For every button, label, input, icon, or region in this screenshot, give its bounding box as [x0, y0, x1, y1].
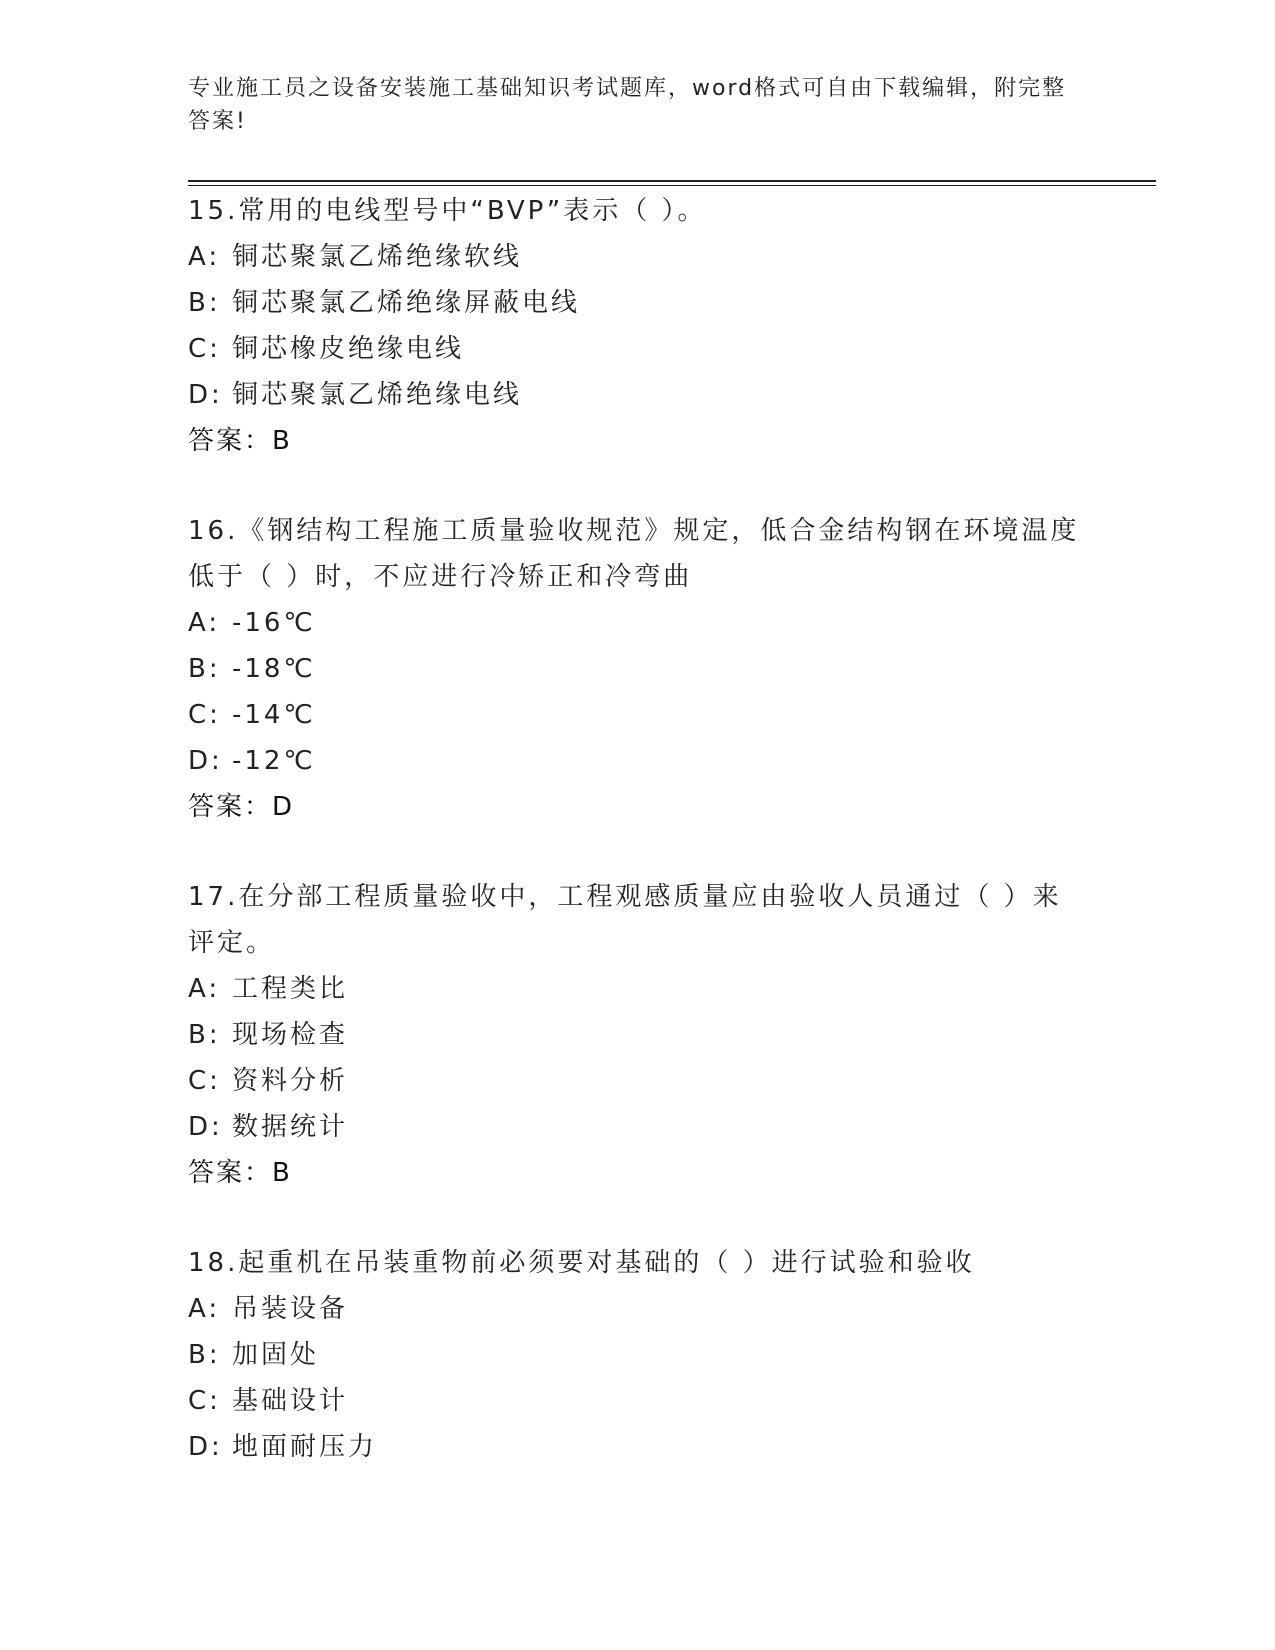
answer-line: 答案：B: [188, 426, 292, 456]
option-c: [188, 692, 1088, 738]
option-a: [188, 1286, 1088, 1332]
option-text: -12℃: [232, 746, 316, 776]
question-15: [188, 188, 1088, 464]
option-text: 铜芯聚氯乙烯绝缘软线: [232, 242, 523, 272]
option-text: 吊装设备: [232, 1294, 349, 1324]
option-letter: D:: [188, 746, 223, 776]
option-text: 数据统计: [232, 1112, 349, 1142]
option-letter: A:: [188, 242, 221, 272]
option-letter: C:: [188, 700, 221, 730]
question-16: [188, 508, 1088, 830]
option-text: 加固处: [232, 1340, 320, 1370]
option-d: [188, 372, 1088, 418]
answer-line: 答案：D: [188, 792, 295, 822]
option-b: [188, 280, 1088, 326]
option-c: [188, 1058, 1088, 1104]
question-spacer: [188, 1196, 1088, 1240]
option-b: [188, 646, 1088, 692]
option-text: 地面耐压力: [232, 1432, 378, 1462]
header-divider-thin: [188, 185, 1156, 186]
option-text: -18℃: [232, 654, 316, 684]
option-text: 工程类比: [232, 974, 349, 1004]
option-letter: B:: [188, 654, 221, 684]
question-list: [188, 188, 1088, 1470]
option-letter: B:: [188, 1020, 221, 1050]
page-header-text: 专业施工员之设备安装施工基础知识考试题库，word格式可自由下载编辑，附完整答案!: [188, 76, 1067, 134]
option-letter: A:: [188, 608, 221, 638]
question-spacer: [188, 830, 1088, 874]
option-letter: D:: [188, 1432, 223, 1462]
question-stem: 18.起重机在吊装重物前必须要对基础的（ ）进行试验和验收: [188, 1248, 975, 1278]
option-letter: D:: [188, 380, 223, 410]
option-text: 基础设计: [232, 1386, 349, 1416]
option-letter: D:: [188, 1112, 223, 1142]
option-d: [188, 1104, 1088, 1150]
option-text: -14℃: [232, 700, 316, 730]
option-b: [188, 1332, 1088, 1378]
option-letter: C:: [188, 1386, 221, 1416]
option-c: [188, 1378, 1088, 1424]
option-letter: B:: [188, 1340, 221, 1370]
question-stem: 15.常用的电线型号中“BVP”表示（ ）。: [188, 196, 707, 226]
option-c: [188, 326, 1088, 372]
option-letter: A:: [188, 974, 221, 1004]
option-text: -16℃: [232, 608, 316, 638]
option-b: [188, 1012, 1088, 1058]
option-d: [188, 738, 1088, 784]
option-text: 铜芯橡皮绝缘电线: [232, 334, 465, 364]
option-letter: A:: [188, 1294, 221, 1324]
option-d: [188, 1424, 1088, 1470]
question-17: [188, 874, 1088, 1196]
header-divider-thick: [188, 180, 1156, 182]
option-a: [188, 966, 1088, 1012]
question-spacer: [188, 464, 1088, 508]
option-a: [188, 234, 1088, 280]
option-letter: B:: [188, 288, 221, 318]
option-letter: C:: [188, 334, 221, 364]
question-stem: 17.在分部工程质量验收中，工程观感质量应由验收人员通过（ ）来评定。: [188, 882, 1062, 958]
question-stem: 16.《钢结构工程施工质量验收规范》规定，低合金结构钢在环境温度低于（ ）时，不应进行冷矫正和冷弯曲: [188, 516, 1080, 592]
option-text: 现场检查: [232, 1020, 349, 1050]
option-text: 资料分析: [232, 1066, 349, 1096]
option-a: [188, 600, 1088, 646]
answer-line: 答案：B: [188, 1158, 292, 1188]
question-18: [188, 1240, 1088, 1470]
option-text: 铜芯聚氯乙烯绝缘电线: [232, 380, 523, 410]
option-letter: C:: [188, 1066, 221, 1096]
option-text: 铜芯聚氯乙烯绝缘屏蔽电线: [232, 288, 581, 318]
